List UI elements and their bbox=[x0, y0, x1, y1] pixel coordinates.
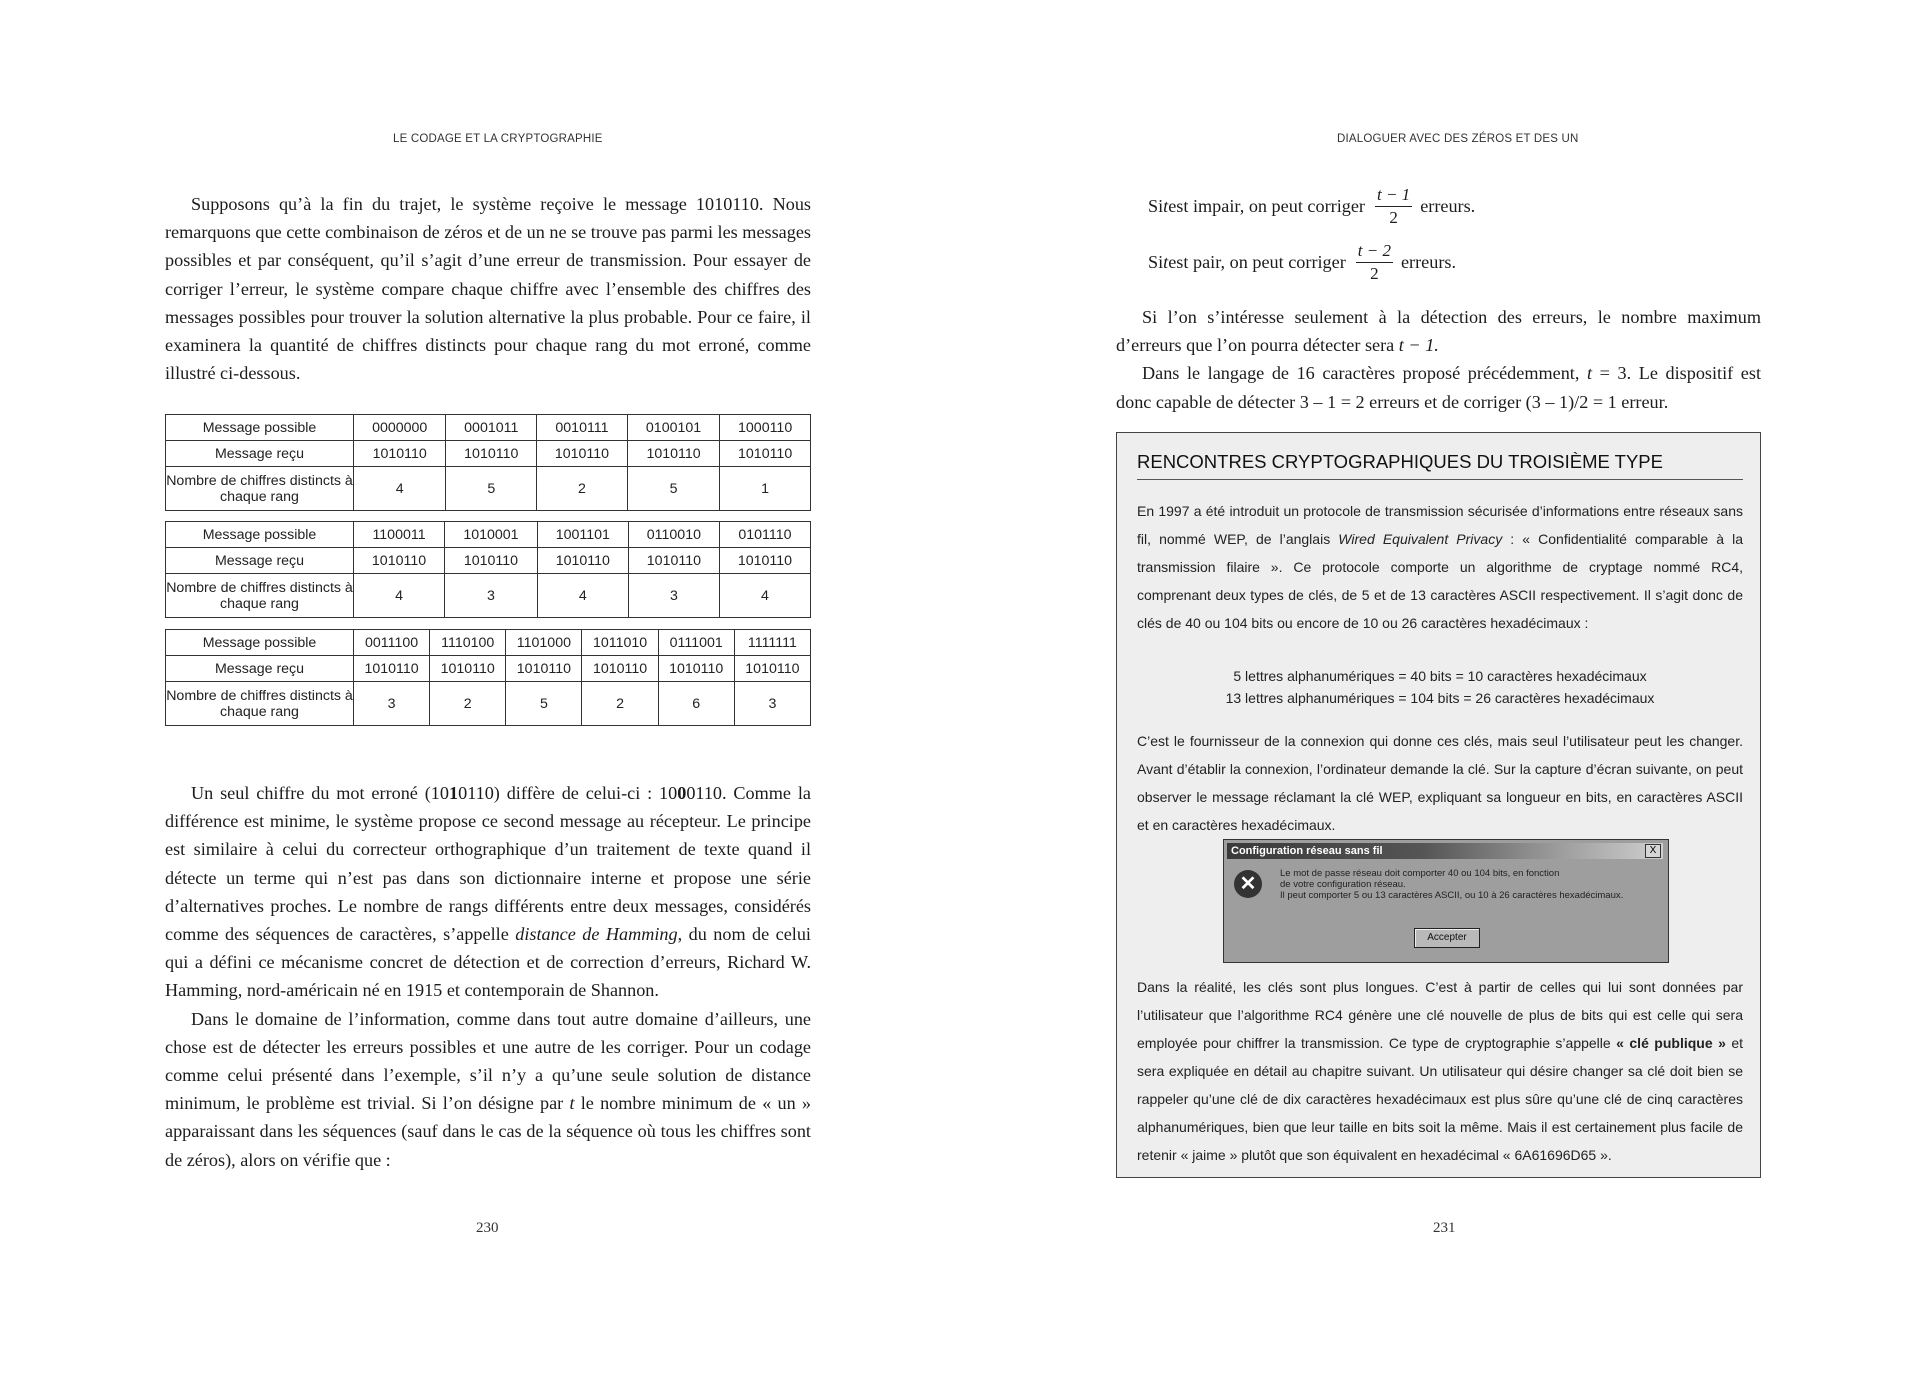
table-cell: 1010110 bbox=[582, 656, 658, 682]
comparison-table-1 bbox=[165, 414, 811, 511]
fraction: $\frac{t - 2}{2}$ bbox=[1357, 241, 1391, 283]
table-cell: 1010110 bbox=[354, 548, 445, 574]
table-cell: 1010110 bbox=[354, 441, 446, 467]
table-cell: 4 bbox=[354, 467, 446, 511]
table-cell: 2 bbox=[537, 467, 628, 511]
table-cell: 1010001 bbox=[445, 522, 538, 548]
sidebar-box bbox=[1116, 432, 1761, 1178]
table-cell: 1000110 bbox=[720, 415, 811, 441]
wep-dialog-screenshot bbox=[1223, 839, 1669, 963]
table-cell: 3 bbox=[628, 574, 719, 618]
table-cell: 1110100 bbox=[430, 630, 506, 656]
table-cell: 0110010 bbox=[628, 522, 719, 548]
table-cell: 1010110 bbox=[445, 548, 538, 574]
box-title: RENCONTRES CRYPTOGRAPHIQUES DU TROISIÈME TYPE bbox=[1137, 451, 1743, 480]
comparison-table-2 bbox=[165, 521, 811, 618]
table-cell: 4 bbox=[719, 574, 810, 618]
table-cell: 1010110 bbox=[627, 441, 719, 467]
row-label: Message reçu bbox=[166, 548, 354, 574]
hamming-term: distance de Hamming bbox=[515, 924, 678, 945]
box-paragraph-wep: En 1997 a été introduit un protocole de transmission sécurisée d’informations entre réseaux sans fil, nommé WEP, de l’anglais Wired Equivalent Privacy : « Confidentialité comparable à la transmission filaire ». Ce protocole comporte un algorithme de cryptage nommé RC4, comprenant deux types de clés, de 5 et de 13 caractères ASCII respectivement. Il s’agit donc de clés de 40 ou 104 bits ou encore de 10 ou 26 caractères hexadécimaux : bbox=[1137, 503, 1744, 631]
table-cell: 3 bbox=[734, 682, 810, 726]
table-cell: 5 bbox=[627, 467, 719, 511]
comparison-table-3 bbox=[165, 629, 811, 726]
table-cell: 1100011 bbox=[354, 522, 445, 548]
dialog-message-line: Il peut comporter 5 ou 13 caractères ASCII, ou 10 à 26 caractères hexadécimaux. bbox=[1280, 890, 1624, 901]
table-cell: 0100101 bbox=[627, 415, 719, 441]
detection-summary bbox=[1116, 303, 1761, 416]
table-cell: 3 bbox=[445, 574, 538, 618]
table-cell: 0001011 bbox=[446, 415, 537, 441]
table-cell: 0111001 bbox=[658, 630, 734, 656]
hamming-text bbox=[165, 779, 811, 1174]
table-cell: 1010110 bbox=[734, 656, 810, 682]
table-cell: 1010110 bbox=[719, 548, 810, 574]
max-detection-paragraph: Si l’on s’intéresse seulement à la détection des erreurs, le nombre maximum d’erreurs que l’on pourra détecter sera t − 1. bbox=[1116, 307, 1761, 356]
running-head-left: LE CODAGE ET LA CRYPTOGRAPHIE bbox=[393, 133, 603, 145]
table-cell: 0011100 bbox=[354, 630, 430, 656]
table-cell: 3 bbox=[354, 682, 430, 726]
detection-paragraph: Dans le domaine de l’information, comme dans tout autre domaine d’ailleurs, une chose est de détecter les erreurs possibles et une autre de les corriger. Pour un codage comme celui présenté dans l’exemple, s’il n’y a qu’une seule solution de distance minimum, le problème est trivial. Si l’on désigne par t le nombre minimum de « un » apparaissant dans les séquences (sauf dans le cas de la séquence où tous les chiffres sont de zéros), alors on vérifie que : bbox=[165, 1008, 811, 1170]
table-cell: 1010110 bbox=[354, 656, 430, 682]
table-cell: 4 bbox=[537, 574, 628, 618]
table-cell: 2 bbox=[582, 682, 658, 726]
table-cell: 1101000 bbox=[506, 630, 582, 656]
row-label: Message reçu bbox=[166, 441, 354, 467]
table-cell: 1010110 bbox=[506, 656, 582, 682]
table-cell: 1001101 bbox=[537, 522, 628, 548]
formula-even: Si t est pair, on peut corriger $\frac{t - 2}{2}$ erreurs. bbox=[1148, 241, 1457, 283]
running-head-right: DIALOGUER AVEC DES ZÉROS ET DES UN bbox=[1337, 133, 1579, 145]
table-cell: 1010110 bbox=[446, 441, 537, 467]
page-number-right: 231 bbox=[1433, 1220, 1456, 1236]
equivalence-line-2: 13 lettres alphanumériques = 104 bits = 26 caractères hexadécimaux bbox=[1225, 690, 1655, 706]
table-cell: 6 bbox=[658, 682, 734, 726]
table-cell: 0101110 bbox=[719, 522, 810, 548]
error-x-icon: ✕ bbox=[1234, 870, 1262, 898]
table-cell: 0000000 bbox=[354, 415, 446, 441]
table-cell: 1010110 bbox=[658, 656, 734, 682]
close-icon: X bbox=[1645, 844, 1661, 858]
fraction: $\frac{t - 1}{2}$ bbox=[1376, 185, 1411, 227]
row-label: Message reçu bbox=[166, 656, 354, 682]
table-cell: 1010110 bbox=[537, 548, 628, 574]
table-cell: 1010110 bbox=[628, 548, 719, 574]
intro-paragraph: Supposons qu’à la fin du trajet, le système reçoive le message 1010110. Nous remarquons que cette combinaison de zéros et de un ne se trouve pas parmi les messages possibles et par conséquent, qu’il s’agit d’une erreur de transmission. Pour essayer de corriger l’erreur, le système compare chaque chiffre avec l’ensemble des chiffres des messages possibles pour trouver la solution alternative la plus probable. Pour ce faire, il examinera la quantité de chiffres distincts pour chaque rang du mot erroné, comme illustré ci-dessous. bbox=[165, 194, 811, 384]
dialog-message-line: de votre configuration réseau. bbox=[1280, 879, 1406, 890]
table-cell: 1 bbox=[720, 467, 811, 511]
table-cell: 1011010 bbox=[582, 630, 658, 656]
dialog-title: Configuration réseau sans fil bbox=[1231, 845, 1383, 857]
table-cell: 4 bbox=[354, 574, 445, 618]
example-paragraph: Dans le langage de 16 caractères proposé précédemment, t = 3. Le dispositif est donc capable de détecter 3 – 1 = 2 erreurs et de corriger (3 – 1)/2 = 1 erreur. bbox=[1116, 363, 1762, 412]
table-cell: 5 bbox=[506, 682, 582, 726]
dialog-message-line: Le mot de passe réseau doit comporter 40 ou 104 bits, en fonction bbox=[1280, 868, 1560, 879]
row-label: Message possible bbox=[166, 522, 354, 548]
box-paragraph-keys: C’est le fournisseur de la connexion qui donne ces clés, mais seul l’utilisateur peut les changer. Avant d’établir la connexion, l’ordinateur demande la clé. Sur la capture d’écran suivante, on peut observer le message réclamant la clé WEP, expliquant sa longueur en bits, en caractères ASCII et en caractères hexadécimaux. bbox=[1137, 733, 1743, 833]
table-cell: 1010110 bbox=[537, 441, 628, 467]
formula-odd: Si t est impair, on peut corriger $\frac{t - 1}{2}$ erreurs. bbox=[1148, 185, 1476, 227]
page-number-left: 230 bbox=[476, 1220, 499, 1236]
accept-button: Accepter bbox=[1414, 928, 1480, 948]
row-label: Nombre de chiffres distincts à chaque rang bbox=[166, 574, 354, 618]
hamming-paragraph: Un seul chiffre du mot erroné (1010110) diffère de celui-ci : 1000110. Comme la différence est minime, le système propose ce second message au récepteur. Le principe est similaire à celui du correcteur orthographique d’un traitement de texte quand il détecte un terme qui n’est pas dans son dictionnaire interne et propose une série d’alternatives proches. Le nombre de rangs différents entre deux messages, considérés comme des séquences de caractères, s’appelle distance de Hamming, du nom de celui qui a défini ce mécanisme concret de détection et de correction d’erreurs, Richard W. Hamming, nord-américain né en 1915 et contemporain de Shannon. bbox=[165, 783, 811, 1001]
table-cell: 2 bbox=[430, 682, 506, 726]
box-paragraph-public-key: Dans la réalité, les clés sont plus longues. C’est à partir de celles qui lui sont données par l’utilisateur que l’algorithme RC4 génère une clé nouvelle de plus de bits qui est celle qui sera employée pour chiffrer la transmission. Ce type de cryptographie s’appelle « clé publique » et sera expliquée en détail au chapitre suivant. Un utilisateur qui désire changer sa clé doit bien se rappeler qu’une clé de dix caractères hexadécimaux est plus sûre qu’une clé de cinq caractères alphanumériques, bien que leur taille en bits soit la même. Mais il est certainement plus facile de retenir « jaime » plutôt que son équivalent en hexadécimal « 6A61696D65 ». bbox=[1137, 979, 1744, 1163]
equivalence-line-1: 5 lettres alphanumériques = 40 bits = 10 caractères hexadécimaux bbox=[1233, 668, 1647, 684]
table-cell: 1010110 bbox=[430, 656, 506, 682]
row-label: Message possible bbox=[166, 415, 354, 441]
table-cell: 0010111 bbox=[537, 415, 628, 441]
row-label: Nombre de chiffres distincts à chaque rang bbox=[166, 682, 354, 726]
table-cell: 5 bbox=[446, 467, 537, 511]
table-cell: 1111111 bbox=[734, 630, 810, 656]
row-label: Nombre de chiffres distincts à chaque rang bbox=[166, 467, 354, 511]
row-label: Message possible bbox=[166, 630, 354, 656]
dialog-titlebar bbox=[1227, 843, 1663, 859]
table-cell: 1010110 bbox=[720, 441, 811, 467]
